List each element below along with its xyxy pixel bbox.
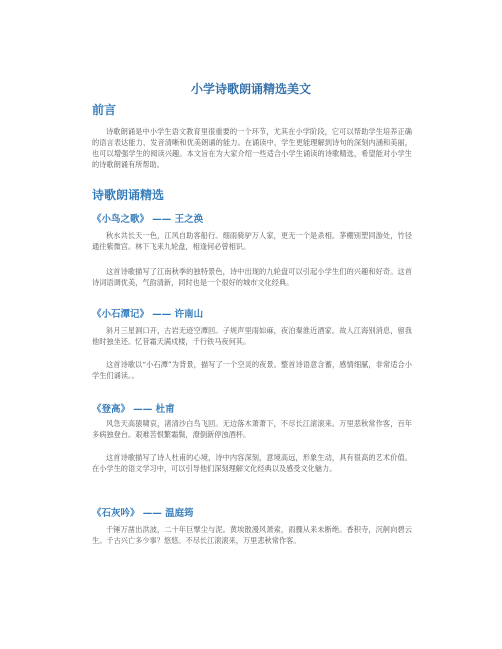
poem-title: 《石灰吟》 —— 温庭筠 xyxy=(92,508,194,519)
poem-verse: 千锤万凿出洪波，二十年巨擘尘与泥。黄埃散漫风萧索，雨骤从来未断绝。香积寺，沉舸向碧云生。千古兴亡多少事？悠悠。不尽长江滚滚来，万里悲秋常作客。 xyxy=(92,525,412,545)
poem-verse: 秋水共长天一色，江风自助客船行。细雨骑驴万人家，更无一个是杀相。茅棚别塑同游处，竹径通往紫微宫。林下飞来九轮盘，相逢何必曾相识。 xyxy=(92,231,412,251)
intro-paragraph: 诗歌朗诵是中小学生语文教育里很重要的一个环节，尤其在小学阶段，它可以帮助学生培养正确的语言表达能力、发音清晰和优美朗诵的能力。在诵读中，学生更能理解到诗句的深刻内涵和美丽，也可以增强学生的阅读兴趣。本文旨在为大家介绍一些适合小学生诵读的诗歌精选，希望能对小学生的诗歌朗诵有所帮助。 xyxy=(92,127,412,169)
poem-title: 《登高》 —— 杜甫 xyxy=(92,404,175,415)
poem-title: 《小石潭记》 —— 许南山 xyxy=(92,309,204,320)
poem-comment: 这首诗歌以“小石潭”为背景，描写了一个空灵的夜景。整首诗语意含蓄，感情细腻，非常适合小学生们诵读。。 xyxy=(92,360,412,380)
section-heading: 诗歌朗诵精选 xyxy=(92,188,165,202)
poem-verse: 风急天高猿啸哀，渚清沙白鸟飞回。无边落木萧萧下，不尽长江滚滚来。万里悲秋常作客，百年多病独登台。艰难苦恨繁霜鬓，潦倒新停浊酒杯。 xyxy=(92,419,412,439)
document-title: 小学诗歌朗诵精选美文 xyxy=(190,82,311,96)
poem-comment: 这首诗歌描写了诗人杜甫的心境，诗中内容深刻，意境高远，形象生动，具有很高的艺术价值。在小学生的语文学习中，可以引导他们深刻理解文化经典以及感受文化魅力。 xyxy=(92,453,412,473)
poem-title: 《小鸟之歌》 —— 王之涣 xyxy=(92,214,204,225)
poem-verse: 斜月三星洞口开，古岩无迹空潭回。子规声里雨如麻，夜泊秦淮近酒家。故人江海别消息，留我他时独坐还。忆昔霜天满戍楼，千行铁马夜何其。 xyxy=(92,326,412,346)
intro-heading: 前言 xyxy=(92,103,117,117)
poem-comment: 这首诗歌描写了江南秋季的独特景色，诗中出现的九轮盘可以引起小学生们的兴趣和好奇。这首诗词语调优美，气韵清新，同时也是一个很好的城市文化经典。 xyxy=(92,267,412,287)
